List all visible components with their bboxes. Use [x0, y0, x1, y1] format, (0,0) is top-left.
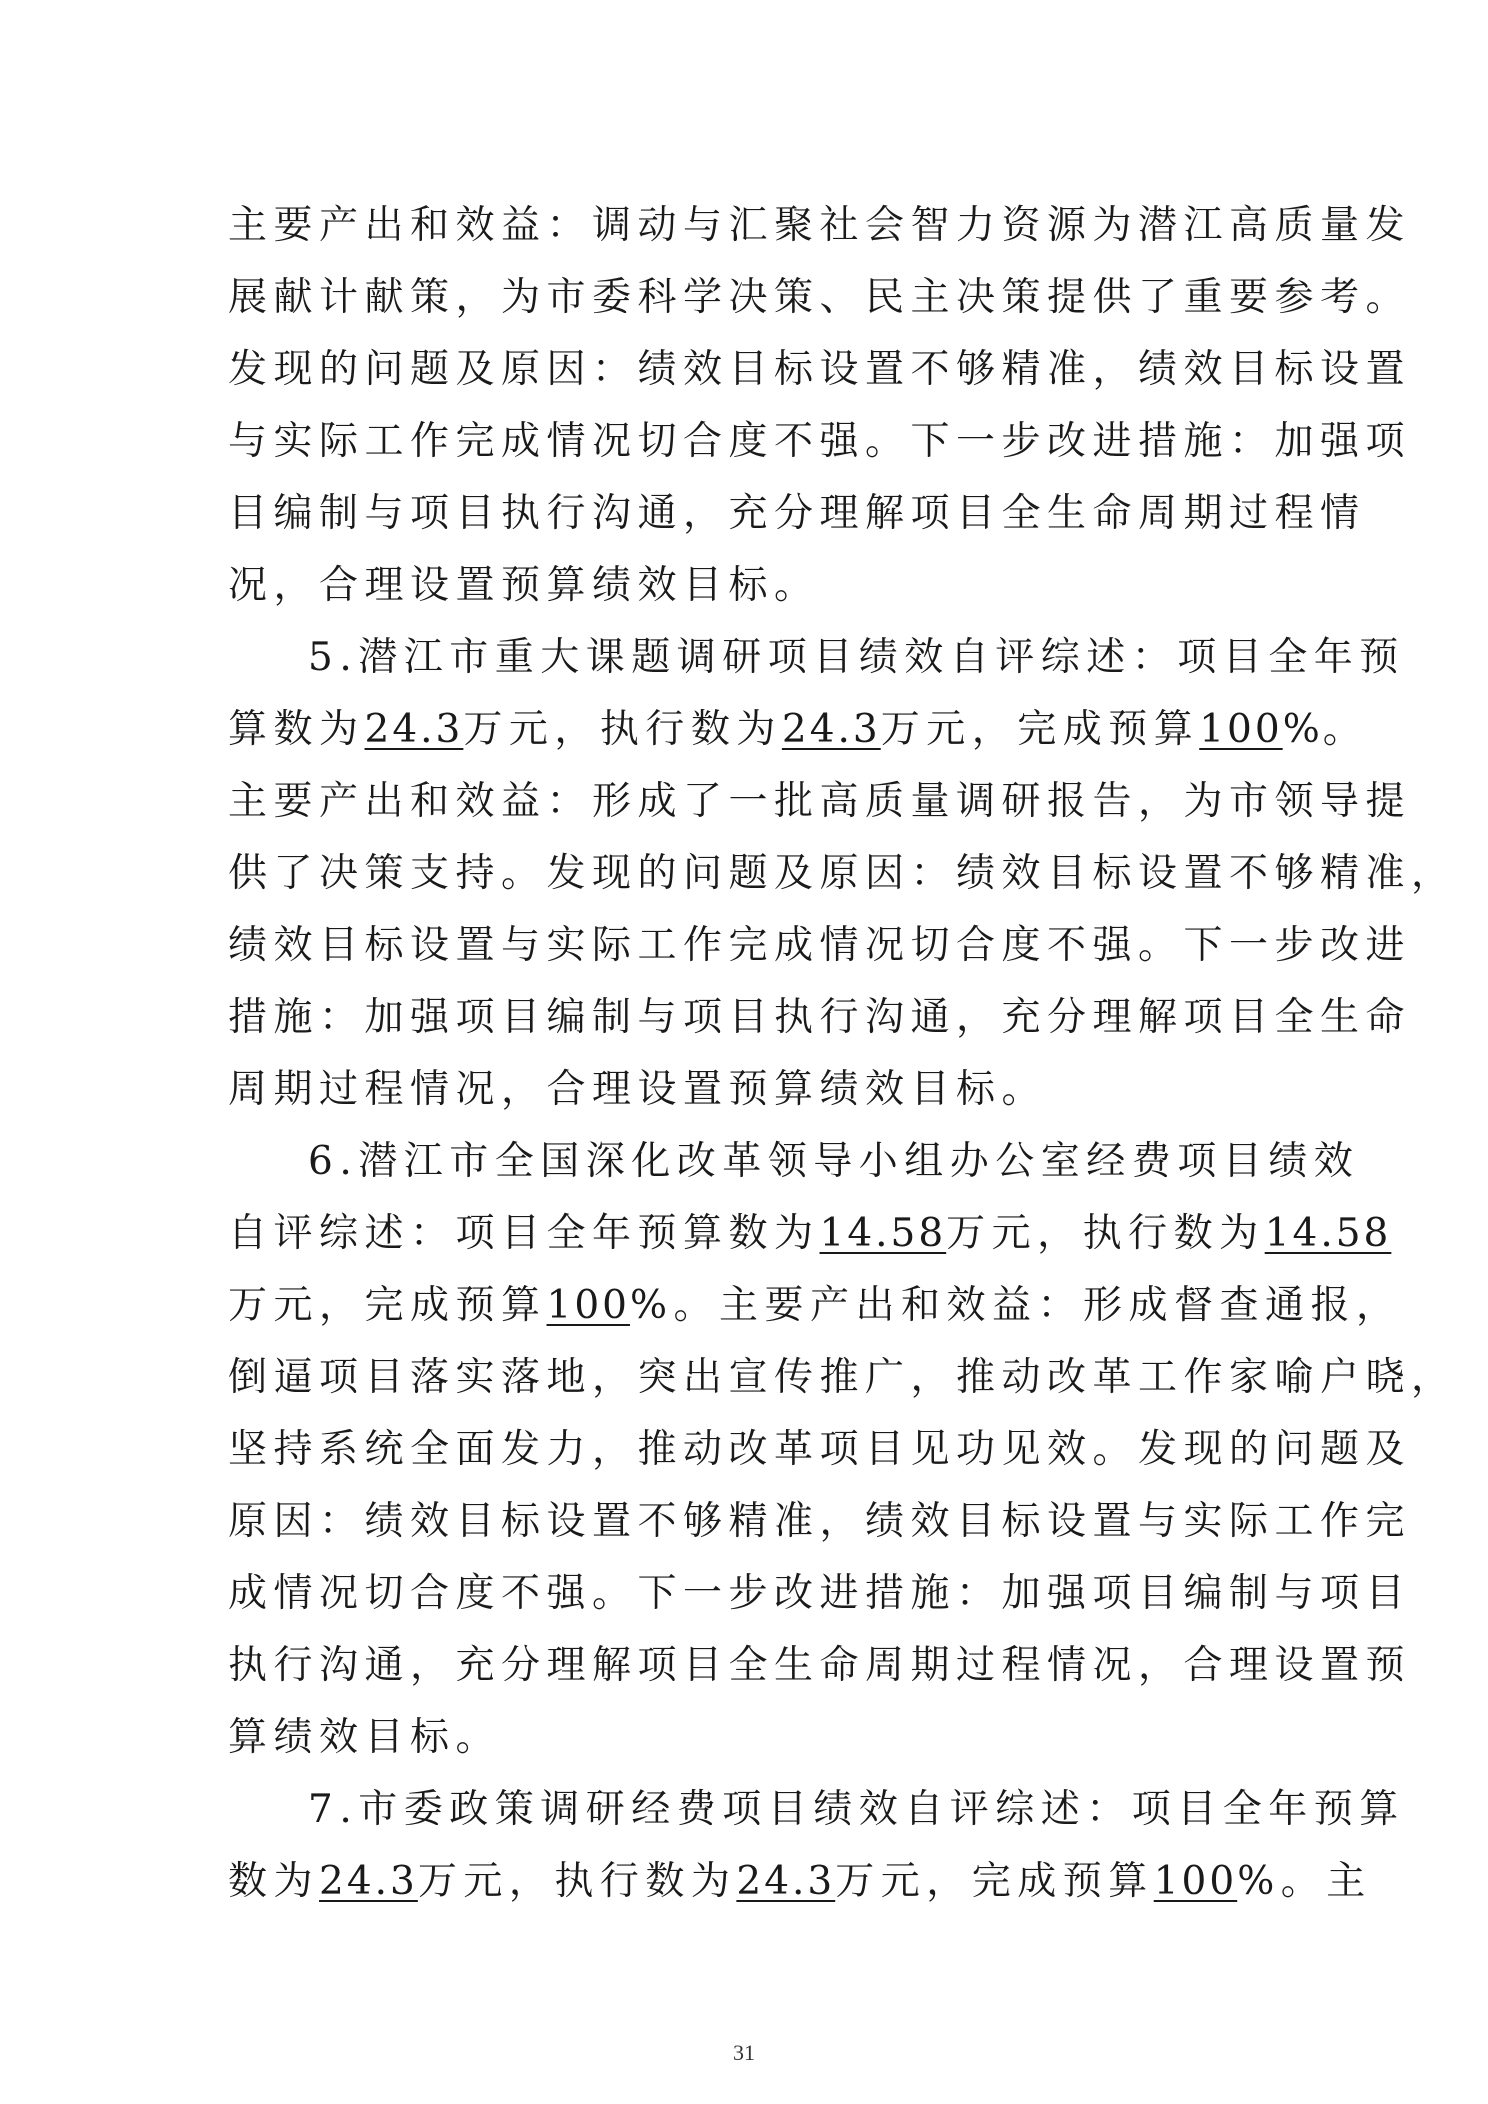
completion-rate: 100	[1199, 707, 1283, 752]
text-segment: 万元，执行数为	[417, 1859, 737, 1904]
budget-amount: 14.58	[819, 1211, 947, 1256]
text-line: 措施：加强项目编制与项目执行沟通，充分理解项目全生命	[228, 995, 1412, 1040]
text-line: 原因：绩效目标设置不够精准，绩效目标设置与实际工作完	[228, 1499, 1412, 1544]
document-body	[228, 190, 1457, 1918]
text-line: 供了决策支持。发现的问题及原因：绩效目标设置不够精准，	[228, 851, 1457, 896]
text-line	[228, 1198, 1392, 1270]
text-line: 6.潜江市全国深化改革领导小组办公室经费项目绩效	[308, 1139, 1360, 1184]
text-segment: 万元，执行数为	[946, 1211, 1265, 1256]
text-line: 5.潜江市重大课题调研项目绩效自评综述：项目全年预	[308, 635, 1405, 680]
text-line: 坚持系统全面发力，推动改革项目见功见效。发现的问题及	[228, 1427, 1412, 1472]
budget-amount: 24.3	[364, 707, 464, 752]
text-line: 倒逼项目落实落地，突出宣传推广，推动改革工作家喻户晓，	[228, 1355, 1457, 1400]
text-line: 主要产出和效益：调动与汇聚社会智力资源为潜江高质量发	[228, 203, 1412, 248]
text-line: 主要产出和效益：形成了一批高质量调研报告，为市领导提	[228, 779, 1412, 824]
execution-amount: 24.3	[736, 1859, 836, 1904]
completion-rate: 100	[1153, 1859, 1238, 1904]
text-line: 执行沟通，充分理解项目全生命周期过程情况，合理设置预	[228, 1643, 1412, 1688]
completion-rate: 100	[546, 1283, 630, 1328]
text-segment: 万元，完成预算	[835, 1859, 1154, 1904]
text-segment: 万元，完成预算	[880, 707, 1200, 752]
text-segment: 万元，执行数为	[463, 707, 782, 752]
text-line	[228, 1270, 1402, 1342]
text-line	[228, 694, 1365, 766]
execution-amount: 14.58	[1264, 1211, 1392, 1256]
text-segment: %。主要产出和效益：形成督查通报，	[629, 1283, 1402, 1328]
paragraph-7	[228, 1774, 1405, 1918]
text-segment: %。主	[1237, 1859, 1372, 1904]
text-line: 目编制与项目执行沟通，充分理解项目全生命周期过程情	[228, 491, 1366, 536]
text-line: 成情况切合度不强。下一步改进措施：加强项目编制与项目	[228, 1571, 1412, 1616]
text-line: 7.市委政策调研经费项目绩效自评综述：项目全年预算	[308, 1787, 1405, 1832]
text-line: 算绩效目标。	[228, 1715, 502, 1760]
budget-amount: 24.3	[319, 1859, 418, 1904]
text-line: 绩效目标设置与实际工作完成情况切合度不强。下一步改进	[228, 923, 1412, 968]
execution-amount: 24.3	[781, 707, 881, 752]
page-number: 31	[733, 2040, 755, 2065]
text-segment: %。	[1282, 707, 1365, 752]
text-segment: 万元，完成预算	[228, 1283, 547, 1328]
text-segment: 自评综述：项目全年预算数为	[228, 1211, 820, 1256]
text-segment: 数为	[228, 1859, 320, 1904]
text-line: 与实际工作完成情况切合度不强。下一步改进措施：加强项	[228, 419, 1412, 464]
text-line: 发现的问题及原因：绩效目标设置不够精准，绩效目标设置	[228, 347, 1412, 392]
paragraph-4-continued	[228, 190, 1412, 622]
paragraph-5	[228, 622, 1457, 1126]
text-line: 况，合理设置预算绩效目标。	[228, 563, 820, 608]
text-segment: 算数为	[228, 707, 365, 752]
text-line: 展献计献策，为市委科学决策、民主决策提供了重要参考。	[228, 275, 1412, 320]
text-line: 周期过程情况，合理设置预算绩效目标。	[228, 1067, 1048, 1112]
paragraph-6	[228, 1126, 1457, 1774]
text-line	[228, 1846, 1372, 1918]
